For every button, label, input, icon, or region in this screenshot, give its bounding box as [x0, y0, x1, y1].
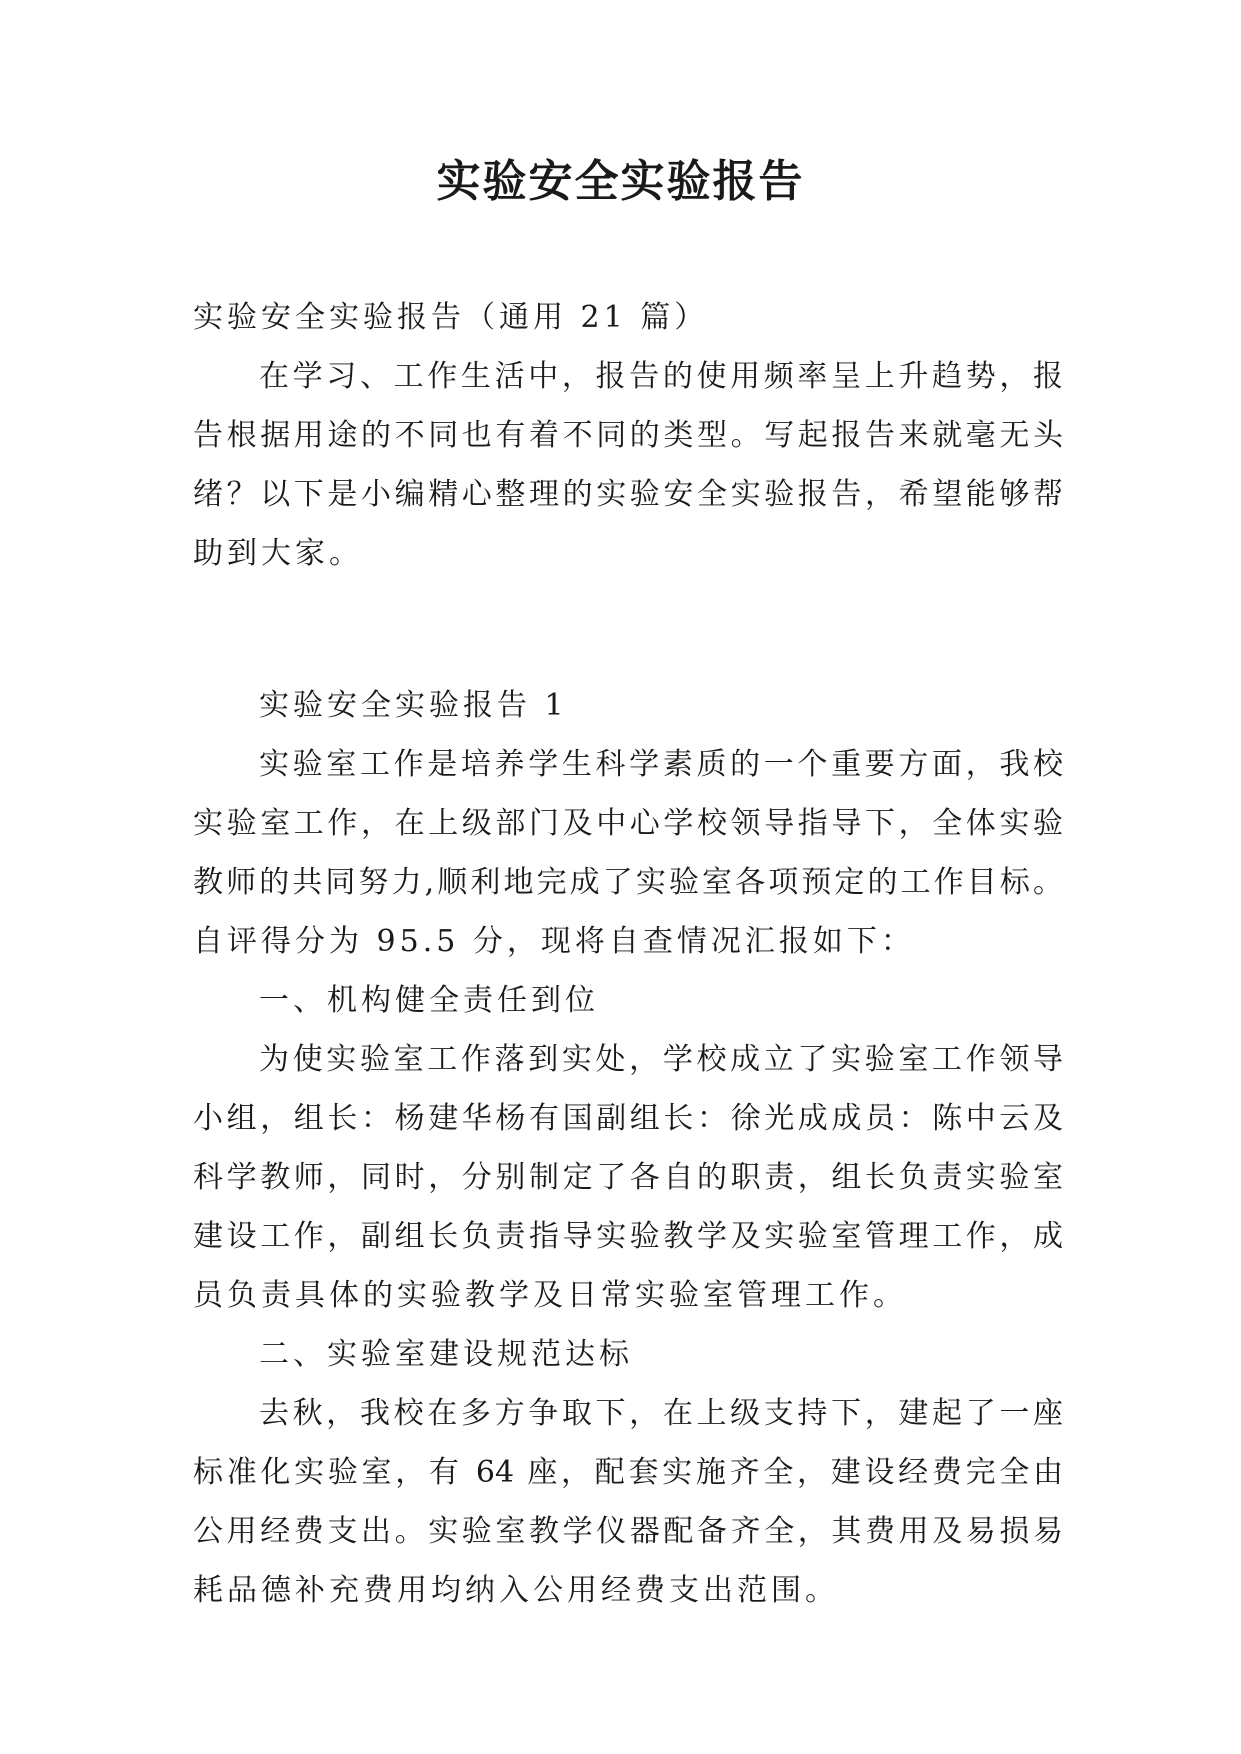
text-line: 在学习、工作生活中，报告的使用频率呈上升趋势，报	[259, 359, 1063, 394]
text-line: 科学教师，同时，分别制定了各自的职责，组长负责实验室	[193, 1160, 1063, 1195]
text-line: 员负责具体的实验教学及日常实验室管理工作。	[193, 1278, 907, 1313]
subheading-lab-construction: 二、实验室建设规范达标	[259, 1337, 633, 1372]
document-subtitle: 实验安全实验报告（通用 21 篇）	[193, 300, 709, 335]
section-heading: 实验安全实验报告 1	[259, 688, 568, 723]
text-line: 实验室工作，在上级部门及中心学校领导指导下，全体实验	[193, 806, 1063, 841]
section-paragraph-3	[193, 1384, 1063, 1620]
text-line: 实验室工作是培养学生科学素质的一个重要方面，我校	[259, 747, 1063, 782]
text-line: 耗品德补充费用均纳入公用经费支出范围。	[193, 1573, 839, 1608]
text-line: 标准化实验室，有 64 座，配套实施齐全，建设经费完全由	[193, 1455, 1063, 1490]
text-line: 绪？以下是小编精心整理的实验安全实验报告，希望能够帮	[193, 477, 1063, 512]
document-body	[193, 288, 1063, 1620]
text-line: 建设工作，副组长负责指导实验教学及实验室管理工作，成	[193, 1219, 1063, 1254]
section-paragraph-2	[193, 1030, 1063, 1325]
document-title: 实验安全实验报告	[436, 156, 805, 207]
text-line: 告根据用途的不同也有着不同的类型。写起报告来就毫无头	[193, 418, 1063, 453]
text-line: 为使实验室工作落到实处，学校成立了实验室工作领导	[259, 1042, 1063, 1077]
text-line: 教师的共同努力,顺利地完成了实验室各项预定的工作目标。	[193, 865, 1063, 900]
intro-paragraph	[193, 347, 1063, 583]
paragraph-gap	[193, 583, 1063, 676]
subheading-organization: 一、机构健全责任到位	[259, 983, 599, 1018]
text-line: 助到大家。	[193, 536, 363, 571]
text-line: 公用经费支出。实验室教学仪器配备齐全，其费用及易损易	[193, 1514, 1063, 1549]
text-line: 小组，组长：杨建华杨有国副组长：徐光成成员：陈中云及	[193, 1101, 1063, 1136]
section-paragraph-1	[193, 735, 1063, 971]
text-line: 自评得分为 95.5 分，现将自查情况汇报如下：	[193, 924, 915, 959]
text-line: 去秋，我校在多方争取下，在上级支持下，建起了一座	[259, 1396, 1063, 1431]
